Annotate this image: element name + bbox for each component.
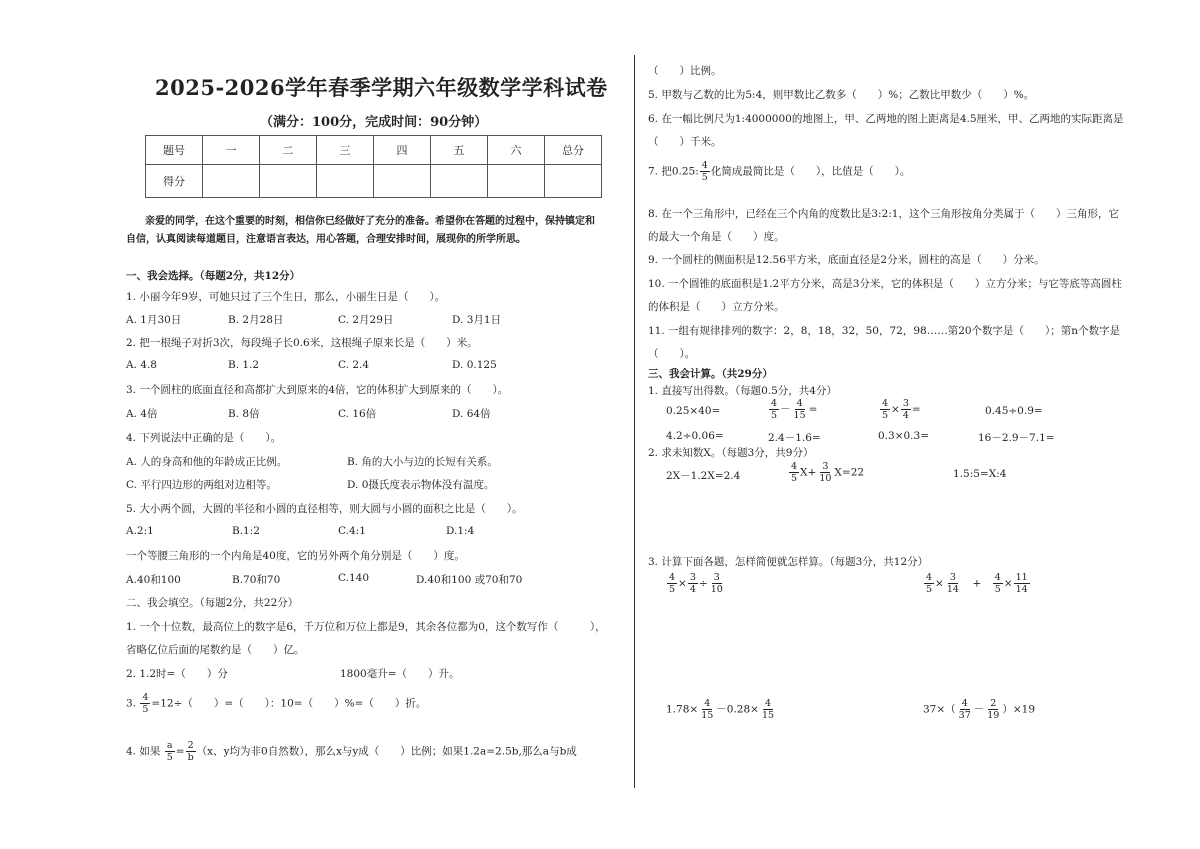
option: B. 8倍 bbox=[228, 408, 260, 420]
expr-part: －0.28× bbox=[716, 703, 759, 716]
fraction-numerator: 4 bbox=[926, 572, 933, 583]
fraction bbox=[760, 698, 776, 721]
option: C.140 bbox=[338, 572, 370, 584]
fraction-numerator: 3 bbox=[949, 572, 956, 583]
option: D.40和100 或70和70 bbox=[416, 574, 523, 586]
fraction bbox=[985, 698, 1001, 721]
fraction-denominator: 4 bbox=[902, 410, 909, 421]
option: D.1:4 bbox=[446, 525, 475, 537]
option: B.1:2 bbox=[232, 525, 260, 537]
fraction-denominator: 5 bbox=[791, 473, 798, 484]
score-table bbox=[145, 135, 602, 198]
fraction bbox=[186, 740, 196, 763]
fraction bbox=[667, 572, 677, 595]
option: C. 平行四边形的两组对边相等。 bbox=[126, 479, 277, 491]
question-1-6: 一个等腰三角形的一个内角是40度，它的另外两个角分别是（ ）度。 bbox=[126, 550, 465, 562]
fraction-numerator: 4 bbox=[669, 572, 676, 583]
question-1-5: 5. 大小两个圆，大圆的半径和小圆的直径相等，则大圆与小圆的面积之比是（ ）。 bbox=[126, 503, 523, 515]
question-2-11: 11. 一组有规律排列的数字：2，8，18，32，50，72，98……第20个数字是（ ）；第n个数字是 bbox=[648, 325, 1121, 337]
expr-part: 37×（ bbox=[923, 703, 956, 716]
question-2-8-cont: 的最大一个角是（ ）度。 bbox=[648, 231, 785, 243]
fraction-denominator: 10 bbox=[819, 473, 832, 484]
score-input-cell[interactable] bbox=[317, 165, 374, 198]
question-2-1-cont: 省略亿位后面的尾数约是（ ）亿。 bbox=[126, 644, 305, 656]
fraction-numerator: 4 bbox=[796, 398, 803, 409]
fraction-denominator: 5 bbox=[882, 410, 889, 421]
fraction bbox=[769, 398, 779, 421]
option: B. 2月28日 bbox=[228, 314, 284, 326]
fraction-numerator: 4 bbox=[142, 692, 149, 703]
option: C.4:1 bbox=[338, 525, 366, 537]
question-1-4: 4. 下列说法中正确的是（ ）。 bbox=[126, 432, 282, 444]
fraction-numerator: 4 bbox=[764, 698, 772, 709]
question-number: 3. bbox=[126, 697, 137, 710]
fraction-denominator: 15 bbox=[701, 710, 714, 721]
score-table-cell: 三 bbox=[317, 136, 374, 165]
fraction bbox=[945, 572, 961, 595]
fraction-numerator: 3 bbox=[822, 461, 829, 472]
fraction-numerator: 2 bbox=[990, 698, 997, 709]
page-title: 2025-2026学年春季学期六年级数学学科试卷 bbox=[155, 75, 608, 100]
fraction bbox=[699, 698, 715, 721]
calc-item: 2.4－1.6= bbox=[768, 432, 821, 444]
option: B.70和70 bbox=[232, 574, 281, 586]
option: D. 0摄氏度表示物体没有温度。 bbox=[347, 479, 495, 491]
question-2-2a: 2. 1.2时=（ ）分 bbox=[126, 668, 228, 680]
question-2-3 bbox=[126, 692, 426, 715]
section-1-heading: 一、我会选择。（每题2分，共12分） bbox=[126, 270, 301, 282]
option: A.2:1 bbox=[126, 525, 154, 537]
fraction-denominator: 5 bbox=[166, 752, 173, 763]
question-2-2b: 1800毫升=（ ）升。 bbox=[340, 668, 460, 680]
equation: 1.5:5=X:4 bbox=[953, 468, 1007, 480]
score-table-cell: 一 bbox=[203, 136, 260, 165]
expr-part: 1.78× bbox=[666, 703, 699, 716]
option: D. 64倍 bbox=[452, 408, 491, 420]
fraction bbox=[140, 692, 150, 715]
calc-item: $\frac{4}{5}$ × $\frac{3}{4}$ = bbox=[882, 398, 921, 421]
question-2-10-cont: 的体积是（ ）立方分米。 bbox=[648, 301, 785, 313]
question-2-8: 8. 在一个三角形中，已经在三个内角的度数比是3:2:1，这个三角形按角分类属于（ ）三角形，它 bbox=[648, 208, 1119, 220]
question-1-1: 1. 小丽今年9岁，可她只过了三个生日，那么，小丽生日是（ ）。 bbox=[126, 291, 446, 303]
calc-item: 16－2.9－7.1= bbox=[978, 432, 1055, 444]
option: B. 1.2 bbox=[228, 359, 260, 371]
question-text: =12÷（ ）=（ ）：10=（ ）%=（ ）折。 bbox=[151, 697, 427, 710]
fraction-numerator: 3 bbox=[902, 398, 909, 409]
intro-line-2: 自信，认真阅读每道题目，注意语言表达，用心答题，合理安排时间，展现你的所学所思。 bbox=[126, 234, 526, 245]
fraction bbox=[792, 398, 808, 421]
question-2-7 bbox=[648, 160, 910, 183]
fraction bbox=[957, 698, 973, 721]
fraction bbox=[709, 572, 725, 595]
fraction bbox=[1014, 572, 1030, 595]
fraction-numerator: 4 bbox=[791, 461, 798, 472]
option: A. 4.8 bbox=[126, 359, 157, 371]
score-input-cell[interactable] bbox=[545, 165, 602, 198]
fraction bbox=[880, 398, 890, 421]
fraction-numerator: 4 bbox=[994, 572, 1001, 583]
fraction-numerator: 4 bbox=[704, 698, 711, 709]
fraction bbox=[924, 572, 934, 595]
fraction-numerator: a bbox=[166, 740, 173, 751]
question-2-10: 10. 一个圆锥的底面积是1.2平方分米，高是3分米，它的体积是（ ）立方分米；与它等底等高圆柱 bbox=[648, 278, 1122, 290]
fraction bbox=[901, 398, 911, 421]
fraction-denominator: 5 bbox=[701, 172, 708, 183]
question-text: 4. 如果 bbox=[126, 745, 161, 758]
fraction bbox=[993, 572, 1003, 595]
score-input-cell[interactable] bbox=[488, 165, 545, 198]
calc-item: 4.2÷0.06= bbox=[666, 430, 724, 442]
option: C. 2.4 bbox=[338, 359, 370, 371]
option: A. 1月30日 bbox=[126, 314, 182, 326]
question-text: 化简成最简比是（ ），比值是（ ）。 bbox=[710, 165, 911, 178]
fraction-denominator: 5 bbox=[669, 584, 676, 595]
score-table-cell: 六 bbox=[488, 136, 545, 165]
section-3-heading: 三、我会计算。（共29分） bbox=[648, 368, 773, 380]
column-divider bbox=[634, 55, 635, 788]
equation: $\frac{4}{5}$ X+ $\frac{3}{10}$ X=22 bbox=[791, 461, 865, 484]
fraction-numerator: 3 bbox=[689, 572, 696, 583]
option: B. 角的大小与边的长短有关系。 bbox=[347, 456, 498, 468]
fraction-denominator: 15 bbox=[761, 710, 775, 721]
score-input-cell[interactable] bbox=[260, 165, 317, 198]
question-2-4-cont: （ ）比例。 bbox=[648, 65, 722, 77]
score-input-cell[interactable] bbox=[431, 165, 488, 198]
option: D. 3月1日 bbox=[452, 314, 502, 326]
score-input-cell[interactable] bbox=[374, 165, 431, 198]
fraction-denominator: 14 bbox=[1015, 584, 1028, 595]
part-3-1-heading: 1. 直接写出得数。（每题0.5分，共4分） bbox=[648, 385, 837, 397]
fraction-numerator: 4 bbox=[771, 398, 778, 409]
question-text: （x、y均为非0自然数），那么x与y成（ ）比例；如果1.2a=2.5b,那么a与b成 bbox=[196, 745, 577, 758]
fraction-denominator: 15 bbox=[793, 410, 806, 421]
question-2-4: 4. 如果 $\frac{a}{5}$ = $\frac{2}{b}$ （x、y均为非0自然数），那么x与y成（ ）比例；如果1.2a=2.5b,那么a与b成 bbox=[126, 740, 577, 763]
fraction-denominator: 14 bbox=[946, 584, 959, 595]
fraction-numerator: 11 bbox=[1015, 572, 1028, 583]
fraction-denominator: 5 bbox=[142, 704, 149, 715]
question-2-6: 6. 在一幅比例尺为1:4000000的地图上，甲、乙两地的图上距离是4.5厘米，甲、乙两地的实际距离是 bbox=[648, 113, 1124, 125]
fraction-denominator: 19 bbox=[987, 710, 1000, 721]
score-table-cell: 题号 bbox=[146, 136, 203, 165]
option: A. 人的身高和他的年龄成正比例。 bbox=[126, 456, 288, 468]
fraction-denominator: 5 bbox=[926, 584, 933, 595]
calc-expression: 37×（ $\frac{4}{37}$ － $\frac{2}{19}$ ）×19 bbox=[923, 698, 1036, 721]
page-subtitle: （满分：100分，完成时间：90分钟） bbox=[260, 115, 488, 130]
question-1-2: 2. 把一根绳子对折3次，每段绳子长0.6米，这根绳子原来长是（ ）米。 bbox=[126, 337, 478, 349]
fraction bbox=[165, 740, 175, 763]
fraction bbox=[688, 572, 698, 595]
fraction-numerator: 3 bbox=[713, 572, 720, 583]
section-2-heading: 二、我会填空。（每题2分，共22分） bbox=[126, 597, 299, 609]
score-table-cell: 得分 bbox=[146, 165, 203, 198]
question-2-1: 1. 一个十位数，最高位上的数字是6，千万位和万位上都是9，其余各位都为0，这个数写作（ ）， bbox=[126, 621, 606, 633]
score-input-cell[interactable] bbox=[203, 165, 260, 198]
question-2-9: 9. 一个圆柱的侧面积是12.56平方米，底面直径是2分米，圆柱的高是（ ）分米。 bbox=[648, 254, 1045, 266]
score-table-cell: 总分 bbox=[545, 136, 602, 165]
fraction-denominator: 4 bbox=[689, 584, 696, 595]
question-text: 7. 把0.25: bbox=[648, 165, 699, 178]
fraction-denominator: 5 bbox=[771, 410, 778, 421]
score-table-score-row bbox=[146, 165, 602, 198]
fraction bbox=[700, 160, 710, 183]
option: A. 4倍 bbox=[126, 408, 158, 420]
fraction-numerator: 4 bbox=[882, 398, 889, 409]
fraction-denominator: 5 bbox=[994, 584, 1001, 595]
calc-item: 0.25×40= bbox=[666, 405, 721, 417]
part-3-2-heading: 2. 求未知数X。（每题3分，共9分） bbox=[648, 447, 814, 459]
fraction-denominator: 10 bbox=[710, 584, 723, 595]
calc-item: 0.45÷0.9= bbox=[985, 405, 1043, 417]
fraction-denominator: b bbox=[187, 752, 194, 763]
fraction-denominator: 37 bbox=[958, 710, 971, 721]
question-2-6-cont: （ ）千米。 bbox=[648, 136, 722, 148]
question-2-5: 5. 甲数与乙数的比为5:4，则甲数比乙数多（ ）%；乙数比甲数少（ ）%。 bbox=[648, 89, 1035, 101]
option: D. 0.125 bbox=[452, 359, 497, 371]
option: C. 2月29日 bbox=[338, 314, 394, 326]
score-table-header-row bbox=[146, 136, 602, 165]
score-table-cell: 二 bbox=[260, 136, 317, 165]
option: C. 16倍 bbox=[338, 408, 377, 420]
expr-part: ）×19 bbox=[1002, 703, 1036, 716]
option: A.40和100 bbox=[126, 574, 181, 586]
score-table-cell: 四 bbox=[374, 136, 431, 165]
fraction-numerator: 2 bbox=[187, 740, 194, 751]
calc-item: 0.3×0.3= bbox=[878, 430, 929, 442]
intro-line-1: 亲爱的同学，在这个重要的时刻，相信你已经做好了充分的准备。希望你在答题的过程中，保持镇定和 bbox=[145, 216, 595, 227]
calc-expression bbox=[666, 698, 777, 721]
calc-item: $\frac{4}{5}$ － $\frac{4}{15}$ = bbox=[771, 398, 818, 421]
question-1-3: 3. 一个圆柱的底面直径和高都扩大到原来的4倍，它的体积扩大到原来的（ ）。 bbox=[126, 384, 509, 396]
fraction-numerator: 4 bbox=[961, 698, 968, 709]
equation-tail: X=22 bbox=[834, 466, 865, 479]
fraction bbox=[817, 461, 833, 484]
fraction-numerator: 4 bbox=[701, 160, 708, 171]
equation: 2X－1.2X=2.4 bbox=[666, 470, 741, 482]
calc-expression: $\frac{4}{5}$ × $\frac{3}{14}$ + $\frac{4}{5}$ × $\frac{11}{14}$ bbox=[926, 572, 1028, 595]
fraction bbox=[789, 461, 799, 484]
calc-expression: $\frac{4}{5}$ × $\frac{3}{4}$ ÷ $\frac{3}{10}$ bbox=[669, 572, 723, 595]
part-3-3-heading: 3. 计算下面各题，怎样简便就怎样算。（每题3分，共12分） bbox=[648, 556, 929, 568]
question-2-11-cont: （ ）。 bbox=[648, 348, 696, 360]
score-table-cell: 五 bbox=[431, 136, 488, 165]
